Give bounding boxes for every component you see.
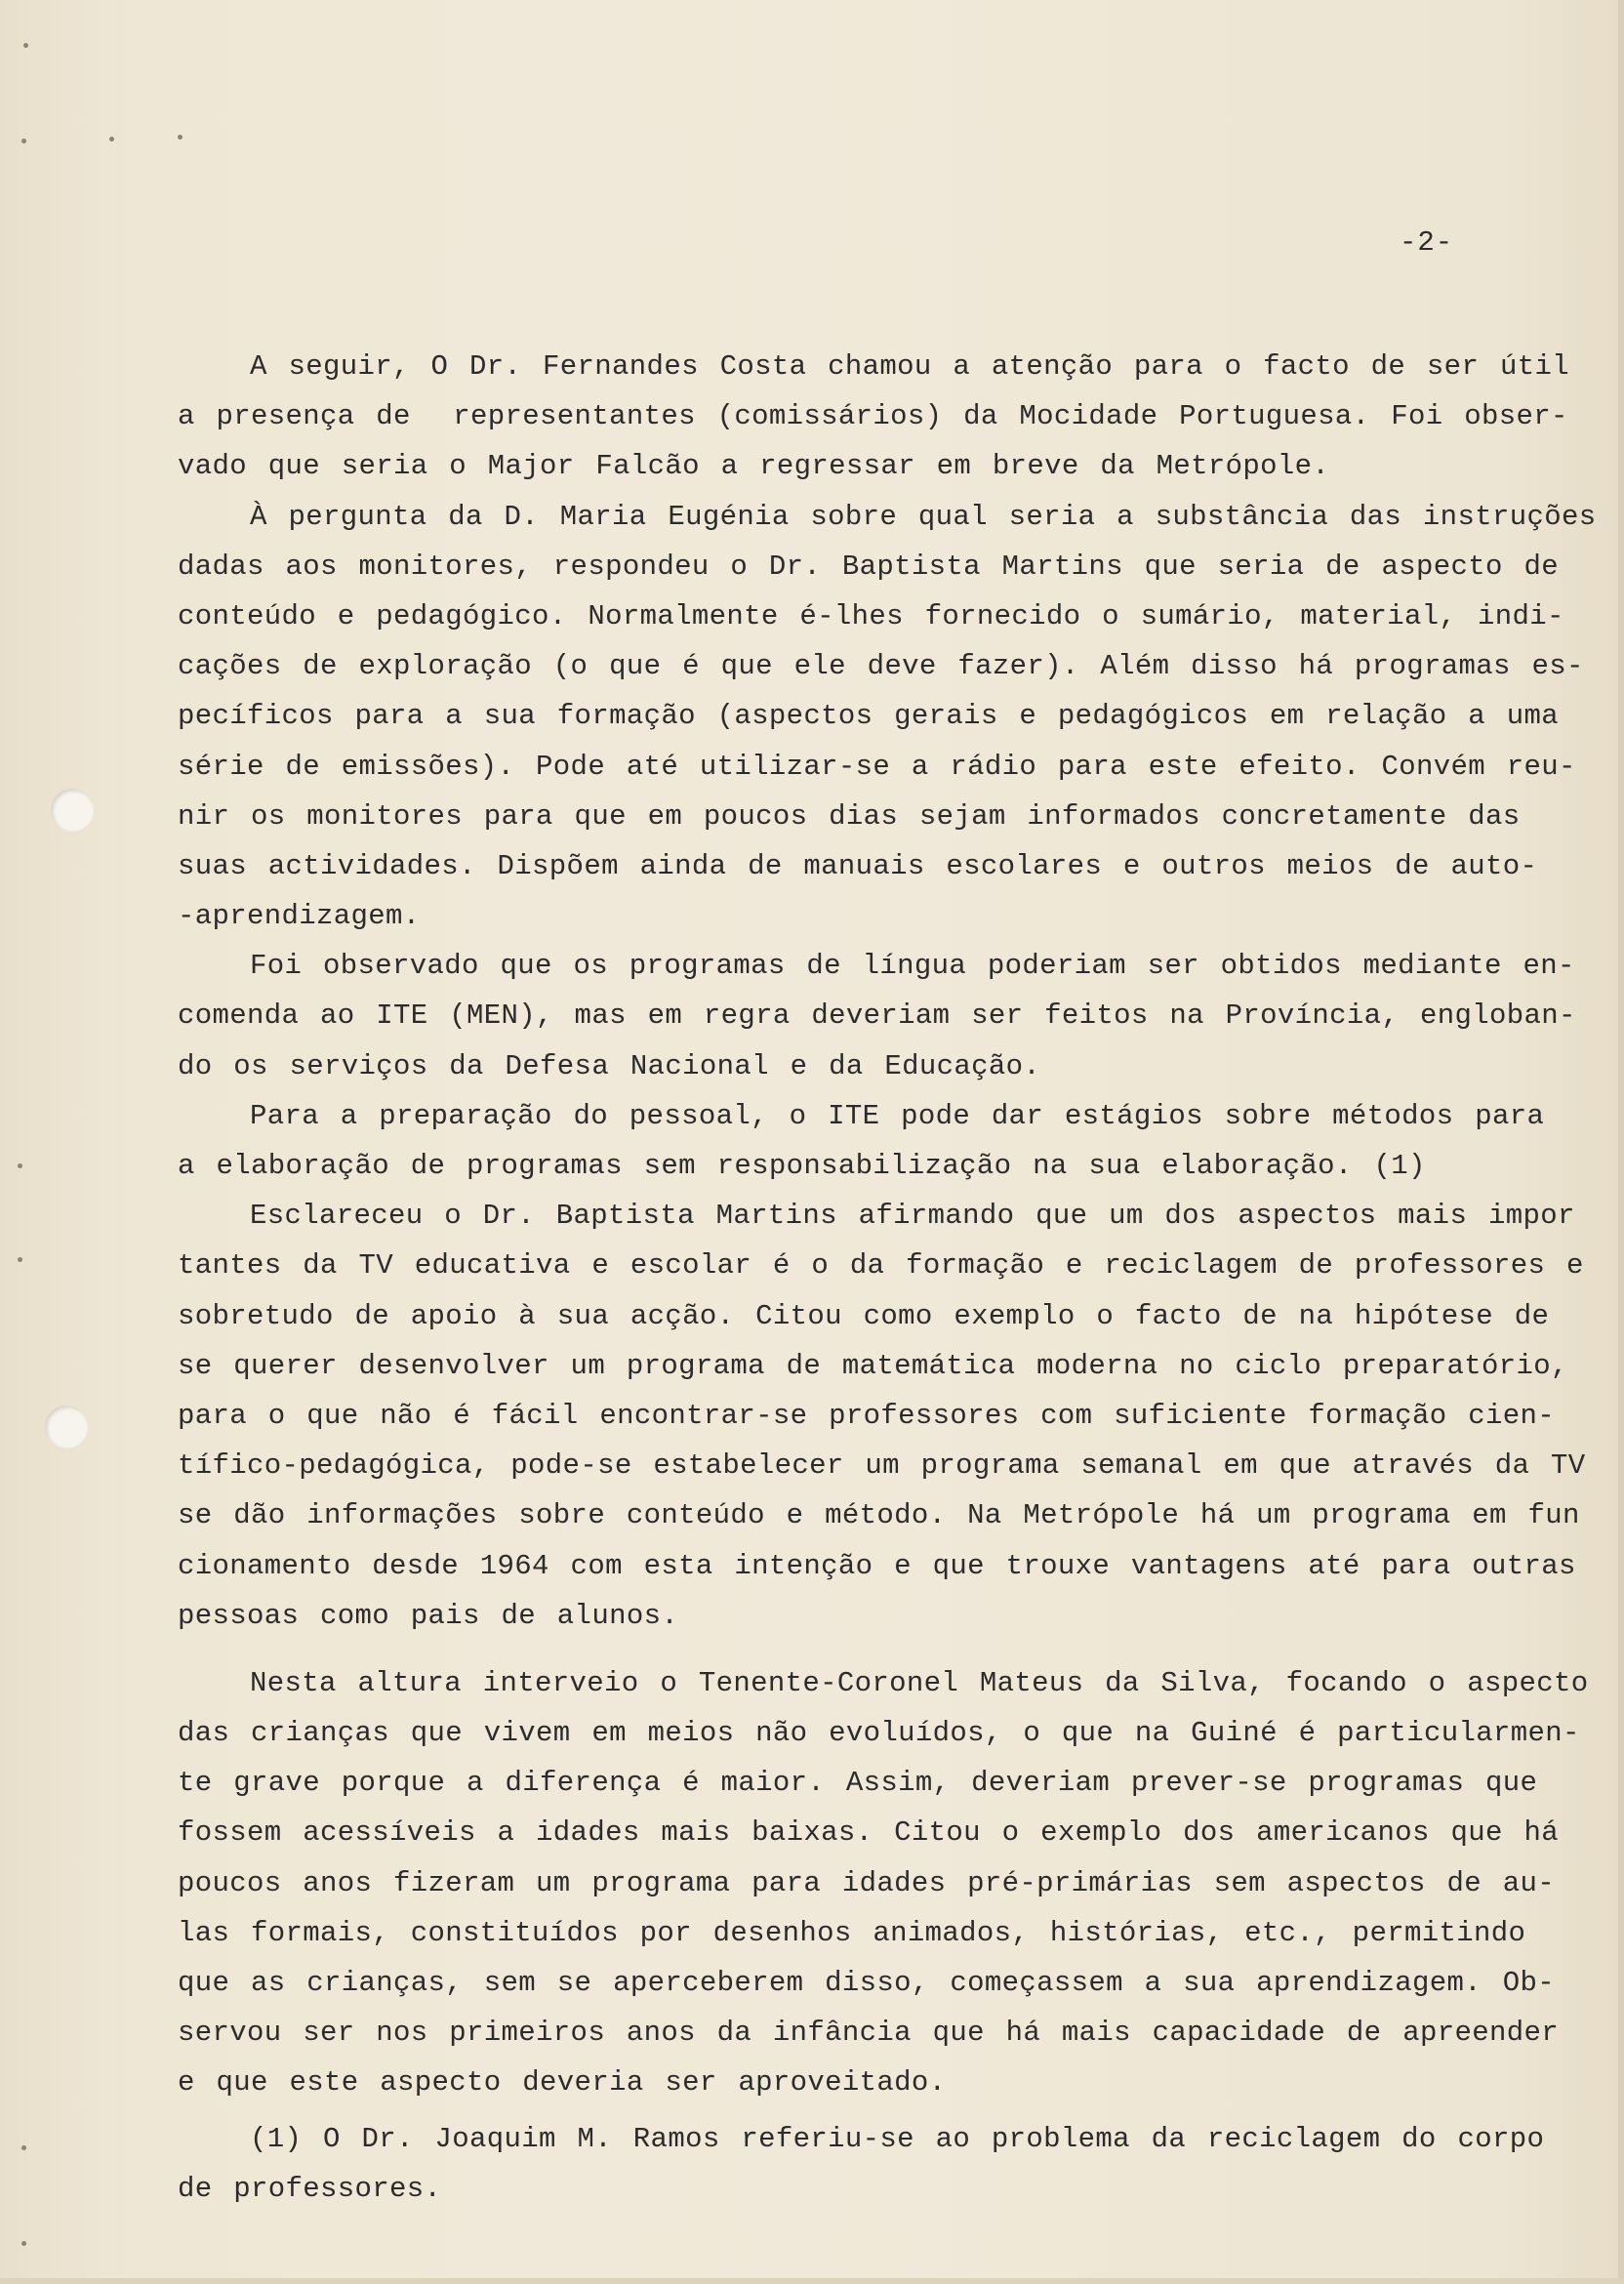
paper-speck <box>21 2241 26 2246</box>
footnote <box>178 2114 1563 2214</box>
text-line: nir os monitores para que em poucos dias sejam informados concretamente das <box>178 799 1521 833</box>
text-line: cionamento desde 1964 com esta intenção e que trouxe vantagens até para outras <box>178 1549 1576 1582</box>
text-line: tantes da TV educativa e escolar é o da formação e reciclagem de professores e <box>178 1249 1584 1283</box>
paper-speck <box>178 135 183 140</box>
paper-speck <box>109 137 114 142</box>
text-line: poucos anos fizeram um programa para idades pré-primárias sem aspectos de au- <box>178 1866 1555 1899</box>
paper-speck <box>18 1163 22 1168</box>
text-line: -aprendizagem. <box>178 900 421 933</box>
text-line: cações de exploração (o que é que ele deve fazer). Além disso há programas es- <box>178 650 1584 683</box>
text-line: que as crianças, sem se aperceberem disso, começassem a sua aprendizagem. Ob- <box>178 1967 1555 1999</box>
page-edge-bottom <box>0 2278 1624 2284</box>
paper-speck <box>23 43 28 48</box>
text-line: série de emissões). Pode até utilizar-se a rádio para este efeito. Convém reu- <box>178 750 1576 783</box>
body-paragraphs <box>178 342 1597 2108</box>
text-line: Foi observado que os programas de língua poderiam ser obtidos mediante en- <box>250 950 1575 983</box>
text-line: À pergunta da D. Maria Eugénia sobre qual seria a substância das instruções <box>250 500 1597 533</box>
body-text <box>178 342 1597 2214</box>
text-line: conteúdo e pedagógico. Normalmente é-lhes fornecido o sumário, material, indi- <box>178 599 1564 632</box>
text-line: suas actividades. Dispõem ainda de manuais escolares e outros meios de auto- <box>178 849 1538 882</box>
text-line: te grave porque a diferença é maior. Assim, deveriam prever-se programas que <box>178 1767 1538 1800</box>
punch-hole-top <box>51 789 94 832</box>
paper-speck <box>21 139 26 143</box>
footnote-line: de professores. <box>178 2172 442 2205</box>
page-edge-right <box>1618 0 1624 2284</box>
text-line: dadas aos monitores, respondeu o Dr. Baptista Martins que seria de aspecto de <box>178 550 1559 583</box>
text-line: a presença de representantes (comissários) da Mocidade Portuguesa. Foi obser- <box>178 400 1568 433</box>
text-line: pecíficos para a sua formação (aspectos gerais e pedagógicos em relação a uma <box>178 700 1559 733</box>
paper-speck <box>18 1257 22 1262</box>
text-line: las formais, constituídos por desenhos animados, histórias, etc., permitindo <box>178 1916 1526 1949</box>
text-line: para o que não é fácil encontrar-se professores com suficiente formação cien- <box>178 1399 1555 1432</box>
page-number: -2- <box>1400 226 1454 259</box>
text-line: servou ser nos primeiros anos da infância que há mais capacidade de apreender <box>178 2017 1559 2050</box>
text-line: sobretudo de apoio à sua acção. Citou como exemplo o facto de na hipótese de <box>178 1299 1550 1332</box>
text-line: tífico-pedagógica, pode-se estabelecer um programa semanal em que através da TV <box>178 1449 1586 1483</box>
punch-hole-bottom <box>45 1406 88 1448</box>
text-line: a elaboração de programas sem responsabilização na sua elaboração. (1) <box>178 1150 1426 1182</box>
text-line: vado que seria o Major Falcão a regressar em breve da Metrópole. <box>178 450 1330 483</box>
text-line: Esclareceu o Dr. Baptista Martins afirmando que um dos aspectos mais impor <box>250 1200 1575 1233</box>
text-line: A seguir, O Dr. Fernandes Costa chamou a atenção para o facto de ser útil <box>250 350 1569 383</box>
text-line: do os serviços da Defesa Nacional e da Educação. <box>178 1049 1041 1082</box>
paper-speck <box>21 2145 26 2150</box>
text-line: pessoas como pais de alunos. <box>178 1599 679 1632</box>
text-line: comenda ao ITE (MEN), mas em regra deveriam ser feitos na Província, engloban- <box>178 999 1576 1033</box>
text-line: se querer desenvolver um programa de matemática moderna no ciclo preparatório, <box>178 1349 1568 1382</box>
footnote-line: (1) O Dr. Joaquim M. Ramos referiu-se ao problema da reciclagem do corpo <box>250 2122 1545 2155</box>
text-line: e que este aspecto deveria ser aproveitado. <box>178 2066 947 2100</box>
text-line: fossem acessíveis a idades mais baixas. Citou o exemplo dos americanos que há <box>178 1816 1559 1850</box>
text-line: se dão informações sobre conteúdo e método. Na Metrópole há um programa em fun <box>178 1499 1580 1532</box>
text-line: Para a preparação do pessoal, o ITE pode dar estágios sobre métodos para <box>250 1099 1545 1132</box>
text-line: Nesta altura interveio o Tenente-Coronel Mateus da Silva, focando o aspecto <box>250 1666 1589 1699</box>
text-line: das crianças que vivem em meios não evoluídos, o que na Guiné é particularmen- <box>178 1717 1580 1750</box>
